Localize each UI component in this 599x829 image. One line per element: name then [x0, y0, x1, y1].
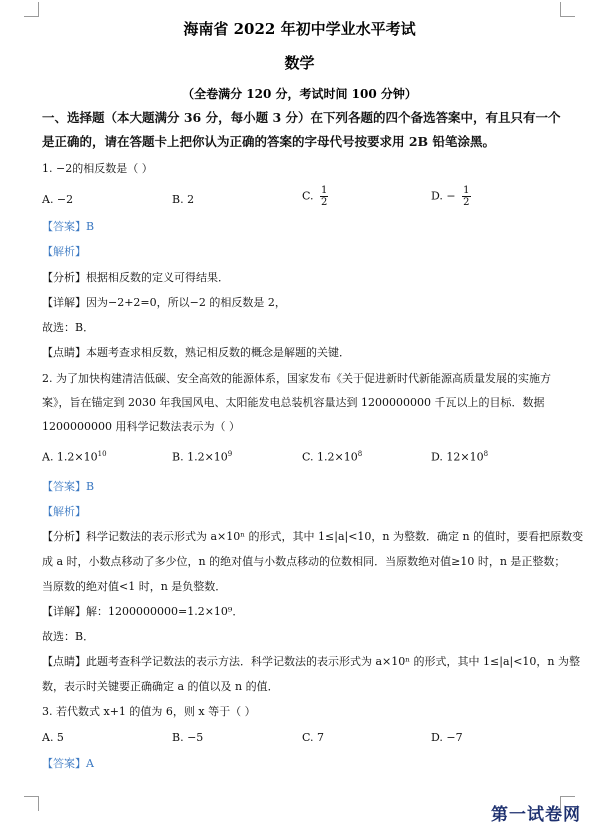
q2-analysis-line-2: 成 a 时，小数点移动了多少位，n 的绝对值与小数点移动的位数相同．当原数绝对值≥10 时，n 是正整数； [42, 555, 566, 568]
q2-option-c-exponent: 8 [357, 450, 363, 458]
q1-option-d-fraction [462, 185, 470, 208]
q2-stem-line-2: 案》，旨在锚定到 2030 年我国风电、太阳能发电总装机容量达到 1200000000 千瓦以上的目标．数据 [42, 396, 545, 409]
q2-option-b-base: B. 1.2×10 [172, 450, 228, 464]
q1-option-d-label: D. − [431, 189, 456, 203]
exam-title: 海南省 2022 年初中学业水平考试 [183, 20, 416, 38]
q1-analysis: 【分析】根据相反数的定义可得结果． [42, 271, 229, 284]
q1-detail: 【详解】因为−2+2=0，所以−2 的相反数是 2， [42, 296, 286, 309]
q2-option-d [431, 450, 488, 464]
q2-comment-line-2: 数，表示时关键要正确确定 a 的值以及 n 的值． [42, 680, 279, 693]
q3-option-b: B. −5 [172, 731, 204, 744]
q2-stem-line-3: 1200000000 用科学记数法表示为（ ） [42, 420, 240, 433]
q2-conclusion: 故选：B． [42, 630, 95, 643]
q1-option-d-denominator: 2 [463, 197, 470, 208]
q1-answer: 【答案】B [42, 220, 95, 233]
q1-option-d [431, 185, 471, 208]
q1-option-c-numerator: 1 [321, 185, 328, 196]
q2-analysis-line-1: 【分析】科学记数法的表示形式为 a×10ⁿ 的形式，其中 1≤|a|<10，n 为整数．确定 n 的值时，要看把原数变 [42, 530, 584, 543]
q3-answer: 【答案】A [42, 757, 94, 770]
q2-analysis-line-3: 当原数的绝对值<1 时，n 是负整数． [42, 580, 227, 593]
q1-option-c-denominator: 2 [321, 197, 328, 208]
crop-mark-top-right [560, 2, 575, 17]
q2-option-a-base: A. 1.2×10 [42, 450, 98, 464]
q2-stem-line-1: 2. 为了加快构建清洁低碳、安全高效的能源体系，国家发布《关于促进新时代新能源高质量发展的实施方 [42, 372, 551, 385]
q1-option-c-fraction [320, 185, 328, 208]
q3-option-d: D. −7 [431, 731, 463, 744]
q3-option-c: C. 7 [302, 731, 325, 744]
q2-option-d-exponent: 8 [483, 450, 489, 458]
crop-mark-bottom-left [24, 796, 39, 811]
q1-option-c-label: C. [302, 189, 314, 203]
q1-option-c [302, 185, 328, 208]
q1-comment: 【点睛】本题考查求相反数，熟记相反数的概念是解题的关键． [42, 346, 350, 359]
q1-option-b: B. 2 [172, 193, 195, 206]
q1-stem: 1. −2的相反数是（ ） [42, 162, 153, 175]
exam-subject: 数学 [284, 54, 315, 72]
q2-answer: 【答案】B [42, 480, 95, 493]
section-heading-line-1: 一、选择题（本大题满分 36 分，每小题 3 分）在下列各题的四个备选答案中，有且只有一个 [42, 110, 561, 125]
q3-option-a: A. 5 [42, 731, 64, 744]
q2-option-d-base: D. 12×10 [431, 450, 484, 464]
crop-mark-top-left [24, 2, 39, 17]
exam-note: （全卷满分 120 分，考试时间 100 分钟） [182, 87, 417, 101]
section-heading-line-2: 是正确的，请在答题卡上把你认为正确的答案的字母代号按要求用 2B 铅笔涂黑。 [42, 134, 495, 149]
q2-option-b-exponent: 9 [227, 450, 233, 458]
q2-comment-line-1: 【点睛】此题考查科学记数法的表示方法．科学记数法的表示形式为 a×10ⁿ 的形式，其中 1≤|a|<10，n 为整 [42, 655, 580, 668]
q2-option-a-exponent: 10 [97, 450, 107, 458]
q2-explain-tag: 【解析】 [42, 505, 86, 518]
q2-detail: 【详解】解：1200000000=1.2×10⁹． [42, 605, 244, 618]
q2-option-c-base: C. 1.2×10 [302, 450, 358, 464]
q1-option-a: A. −2 [42, 193, 74, 206]
q1-explain-tag: 【解析】 [42, 245, 86, 258]
q2-option-b [172, 450, 232, 464]
q3-stem: 3. 若代数式 x+1 的值为 6，则 x 等于（ ） [42, 705, 256, 718]
site-watermark: 第一试卷网 [491, 805, 581, 825]
q1-conclusion: 故选：B． [42, 321, 95, 334]
q2-option-c [302, 450, 362, 464]
q2-option-a [42, 450, 107, 464]
q1-option-d-numerator: 1 [463, 185, 470, 196]
